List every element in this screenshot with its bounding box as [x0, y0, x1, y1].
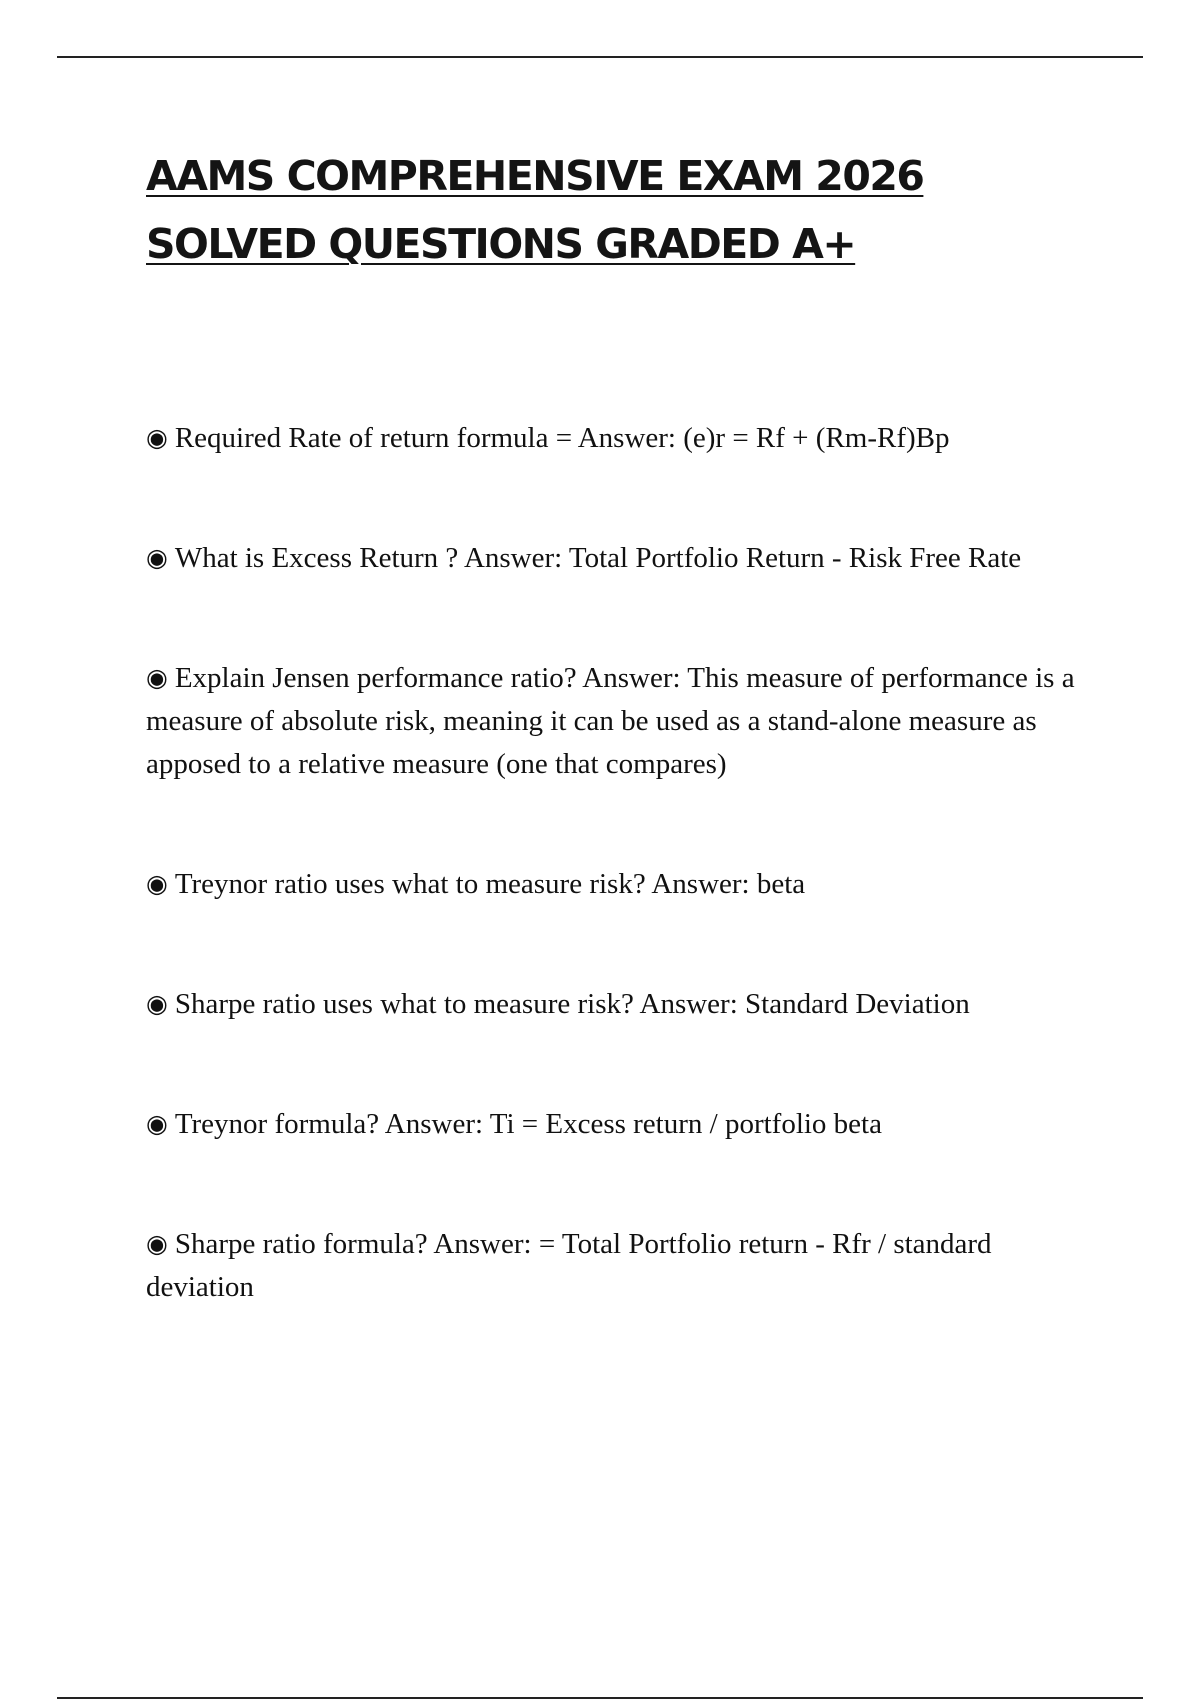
top-divider	[57, 56, 1143, 58]
fisheye-bullet-icon: ◉	[146, 989, 168, 1018]
qa-item	[146, 536, 1096, 580]
fisheye-bullet-icon: ◉	[146, 663, 168, 692]
qa-text: Treynor formula? Answer: Ti = Excess return / portfolio beta	[174, 1108, 882, 1140]
fisheye-bullet-icon: ◉	[146, 1109, 168, 1138]
qa-item	[146, 656, 1096, 786]
bottom-divider	[57, 1697, 1143, 1699]
qa-item	[146, 982, 1096, 1026]
document-title-text: AAMS COMPREHENSIVE EXAM 2026 SOLVED QUESTIONS GRADED A+	[146, 152, 924, 268]
qa-item	[146, 1222, 1096, 1309]
fisheye-bullet-icon: ◉	[146, 869, 168, 898]
qa-item	[146, 862, 1096, 906]
document-title	[146, 142, 1076, 278]
qa-text: Explain Jensen performance ratio? Answer: This measure of performance is a measure of absolute risk, meaning it can be used as a stand-alone measure as apposed to a relative measure (one that compares)	[146, 662, 1075, 780]
fisheye-bullet-icon: ◉	[146, 1229, 168, 1258]
qa-text: Treynor ratio uses what to measure risk? Answer: beta	[174, 868, 806, 900]
qa-text: Sharpe ratio formula? Answer: = Total Portfolio return - Rfr / standard deviation	[146, 1228, 992, 1303]
qa-list	[146, 416, 1096, 1309]
fisheye-bullet-icon: ◉	[146, 543, 168, 572]
qa-text: What is Excess Return ? Answer: Total Portfolio Return - Risk Free Rate	[174, 542, 1022, 574]
qa-text: Required Rate of return formula = Answer: (e)r = Rf + (Rm-Rf)Bp	[174, 422, 950, 454]
qa-text: Sharpe ratio uses what to measure risk? Answer: Standard Deviation	[174, 988, 970, 1020]
qa-item	[146, 416, 1096, 460]
fisheye-bullet-icon: ◉	[146, 423, 168, 452]
qa-item	[146, 1102, 1096, 1146]
